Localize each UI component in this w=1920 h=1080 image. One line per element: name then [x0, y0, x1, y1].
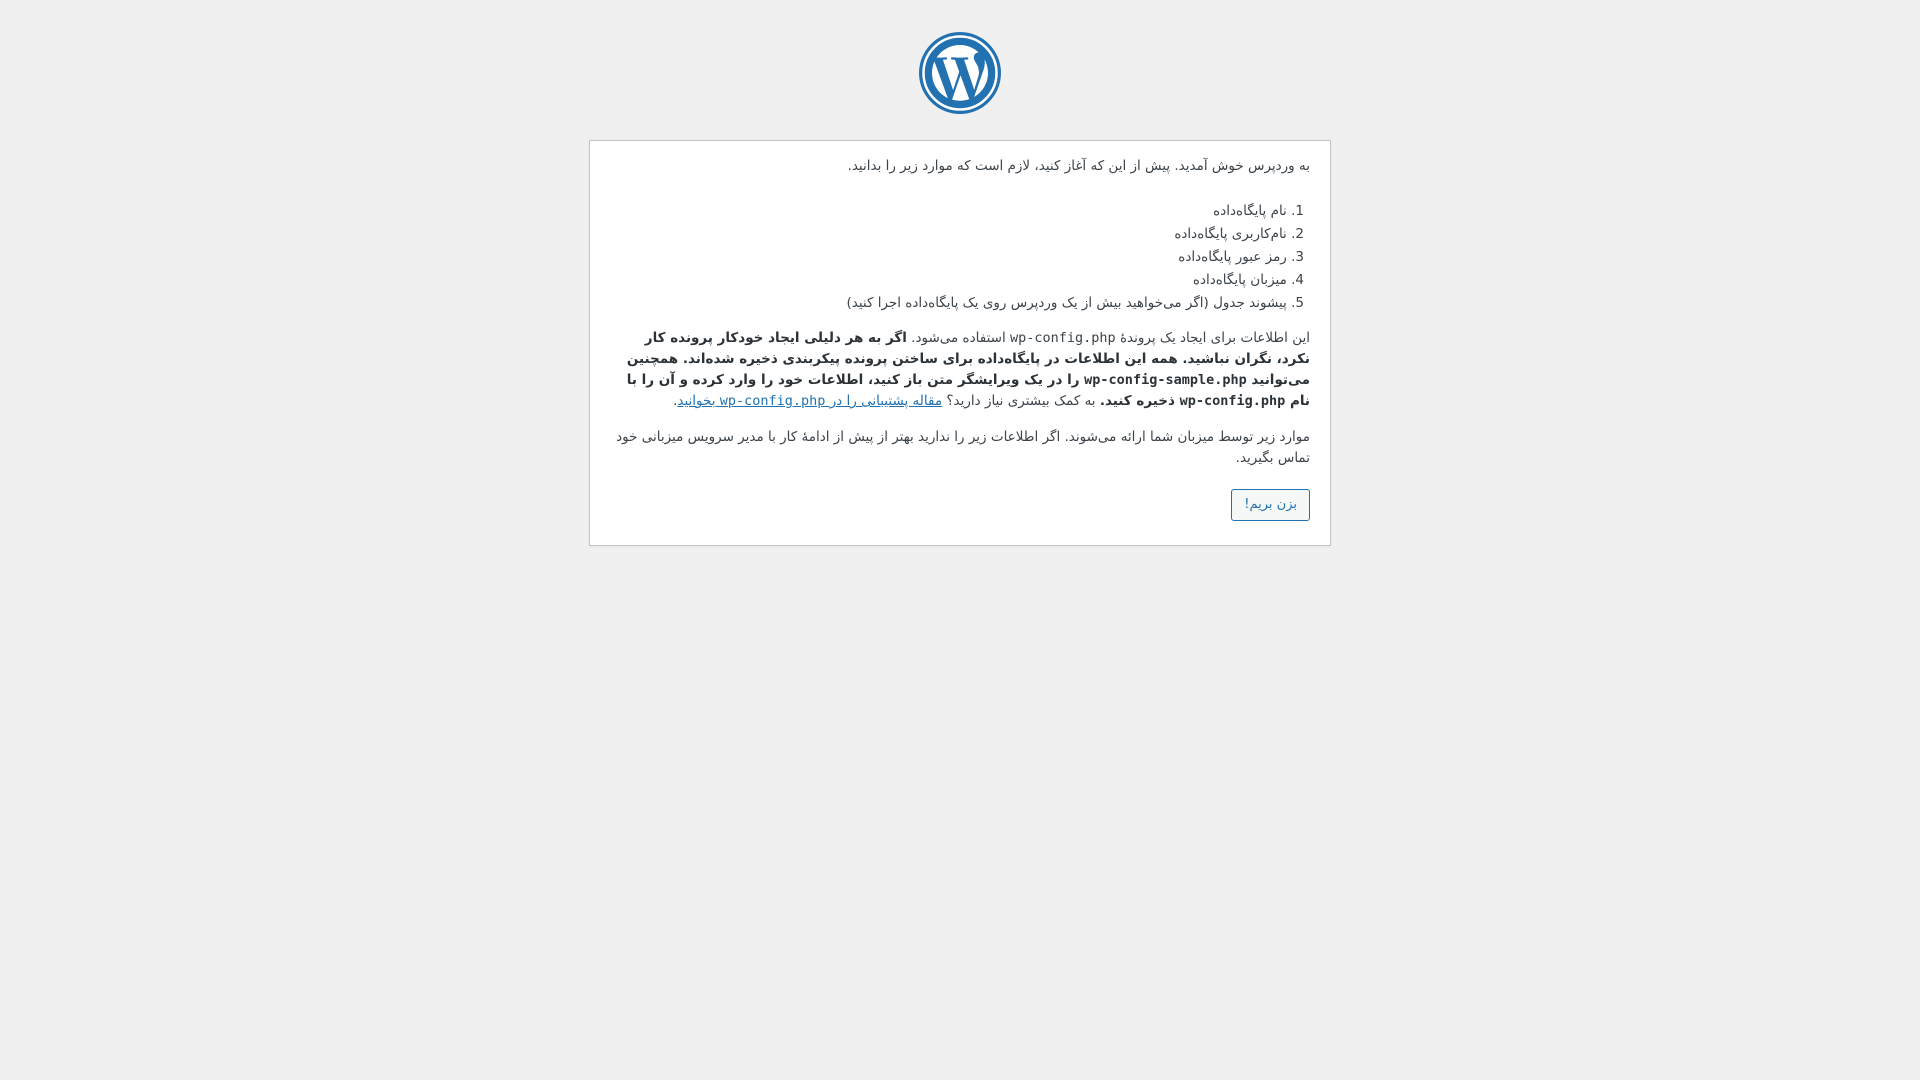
config-info-text	[610, 328, 1310, 412]
bold-text: اگر به هر دلیلی ایجاد خودکار پرونده کار نکرد، نگران نباشید. همه این اطلاعات در پایگاه‌داده برای ساختن پرونده پیکربندی ذخیره شده‌اند. همچنین می‌توانید	[626, 330, 1310, 388]
requirement-item: 2. نام‌کاربری پایگاه‌داده	[1174, 226, 1304, 242]
requirement-item: 5. پیشوند جدول (اگر می‌خواهید بیش از یک وردپرس روی یک پایگاه‌داده اجرا کنید)	[846, 295, 1304, 311]
requirement-item: 1. نام پایگاه‌داده	[1213, 203, 1304, 219]
code-filename: wp-config-sample.php	[1084, 372, 1247, 388]
bold-text: را در یک ویرایشگر متن باز کنید، اطلاعات خود را وارد کرده و آن را با نام	[626, 372, 1310, 409]
info-text: استفاده می‌شود.	[906, 330, 1010, 346]
requirements-list	[610, 200, 1304, 315]
bold-text: ذخیره کنید.	[1099, 393, 1180, 409]
link-code: wp-config.php	[719, 393, 826, 409]
link-text: بخوانید	[677, 393, 720, 409]
host-note-text: موارد زیر توسط میزبان شما ارائه می‌شوند. اگر اطلاعات زیر را ندارید بهتر از پیش از ادامهٔ کار با مدیر سرویس میزبانی خود تماس بگیرید.	[616, 429, 1310, 466]
info-text: این اطلاعات برای ایجاد یک پروندهٔ	[1115, 330, 1310, 346]
support-article-link[interactable]	[677, 393, 942, 409]
requirement-item: 4. میزبان پایگاه‌داده	[1192, 272, 1304, 288]
info-text: به کمک بیشتری نیاز دارید؟	[942, 393, 1100, 409]
wordpress-logo-icon[interactable]	[918, 31, 1002, 115]
link-text: مقاله پشتیبانی را در	[825, 393, 943, 409]
code-filename: wp-config.php	[1010, 330, 1116, 346]
intro-text: به وردپرس خوش آمدید. پیش از این که آغاز کنید، لازم است که موارد زیر را بدانید.	[847, 158, 1310, 174]
code-filename: wp-config.php	[1179, 393, 1286, 409]
requirement-item: 3. رمز عبور پایگاه‌داده	[1178, 249, 1304, 265]
setup-panel	[589, 140, 1331, 546]
info-text: .	[673, 393, 678, 409]
lets-go-button[interactable]: بزن بریم!	[1231, 489, 1310, 521]
